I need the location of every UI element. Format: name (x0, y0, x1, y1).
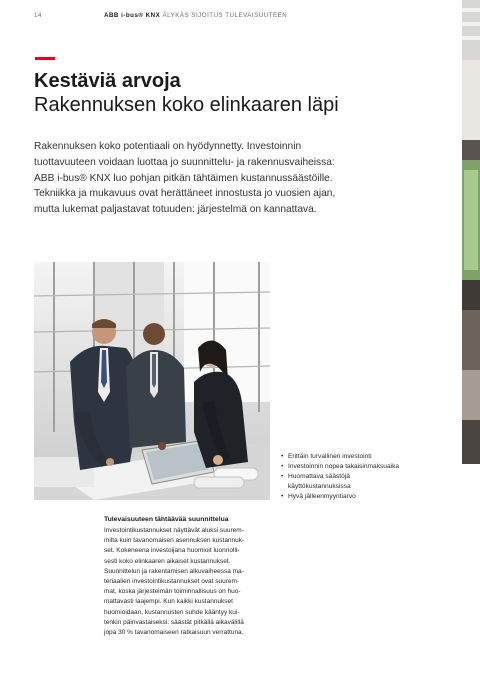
list-item-text: • Erittäin turvallinen investointi (288, 453, 372, 460)
benefits-list (281, 452, 399, 502)
intro-paragraph (34, 139, 374, 218)
page-number: 14 (34, 12, 42, 19)
sidebar-line: set. Kokeneena investoijana huomioit luonnolli- (104, 547, 240, 555)
intro-line: mutta lukemat paljastavat totuuden: järjestelmä on kannattava. (34, 204, 317, 216)
page-title: Kestäviä arvoja (34, 70, 181, 92)
sidebar-line: tenkin päinvastaiseksi: säästät pitkällä aikavälillä (104, 618, 244, 626)
list-item (281, 452, 399, 462)
list-item-text: • Hyvä jälleenmyyntiarvo (288, 493, 356, 500)
list-item-text: • Investoinnin nopea takaisinmaksuaika (288, 463, 400, 470)
sidebar-line: mattavasti laajempi. Kun kaikki kustannukset (104, 598, 233, 606)
header-tagline: ÄLYKÄS SIJOITUS TULEVAISUUTEEN (162, 12, 288, 19)
sidebar-line: huomioidaan, kustannusten suhde kääntyy kui- (104, 608, 240, 616)
sidebar-line: sesti koko elinkaaren aikaiset kustannukset. (104, 557, 231, 565)
business-meeting-photo (34, 262, 270, 500)
intro-line: ABB i-bus® KNX luo pohjan pitkän tähtäimen kustannussäästöille. (34, 172, 333, 184)
list-item (281, 462, 399, 472)
header-brand: ABB i-bus® KNX (104, 12, 161, 19)
intro-line: Tekniikka ja mukavuus ovat herättäneet innostusta jo vuosien ajan, (34, 188, 336, 200)
page-subtitle: Rakennuksen koko elinkaaren läpi (34, 94, 339, 116)
sidebar-paragraph (104, 526, 274, 638)
list-item-text-continued: käyttökustannuksissa (288, 483, 351, 490)
list-item (281, 492, 399, 502)
intro-line: Rakennuksen koko potentiaali on hyödynnetty. Investoinnin (34, 141, 302, 152)
interior-photo-strip (462, 0, 480, 464)
sidebar-line: mat, koska järjestelmän toiminnallisuus on huo- (104, 588, 241, 596)
sidebar-line: milta kuin tavanomaisen asennuksen kustannuk- (104, 537, 245, 545)
sidebar-line: jopa 30 % tavanomaiseen ratkaisuun verrattuna. (104, 629, 244, 637)
sidebar-line: Suunnittelun ja rakentamisen alkuvaiheessa ma- (104, 567, 244, 575)
sidebar-line: Investointikustannukset näyttävät aluksi suurem- (104, 527, 244, 534)
running-header (34, 12, 287, 19)
list-item-text: • Huomattava säästöjä (288, 473, 350, 480)
intro-line: tuottavuuteen voidaan luottaa jo suunnittelu- ja rakennusvaiheissa: (34, 156, 335, 168)
adjacent-page-photo-strip (462, 0, 480, 464)
sidebar-line: teriaalien investointikustannukset ovat suurem- (104, 578, 240, 586)
list-item (281, 472, 399, 492)
photo-illustration (34, 262, 270, 500)
accent-bar (35, 57, 55, 60)
sidebar-heading: Tulevaisuuteen tähtäävää suunnittelua (104, 516, 229, 523)
